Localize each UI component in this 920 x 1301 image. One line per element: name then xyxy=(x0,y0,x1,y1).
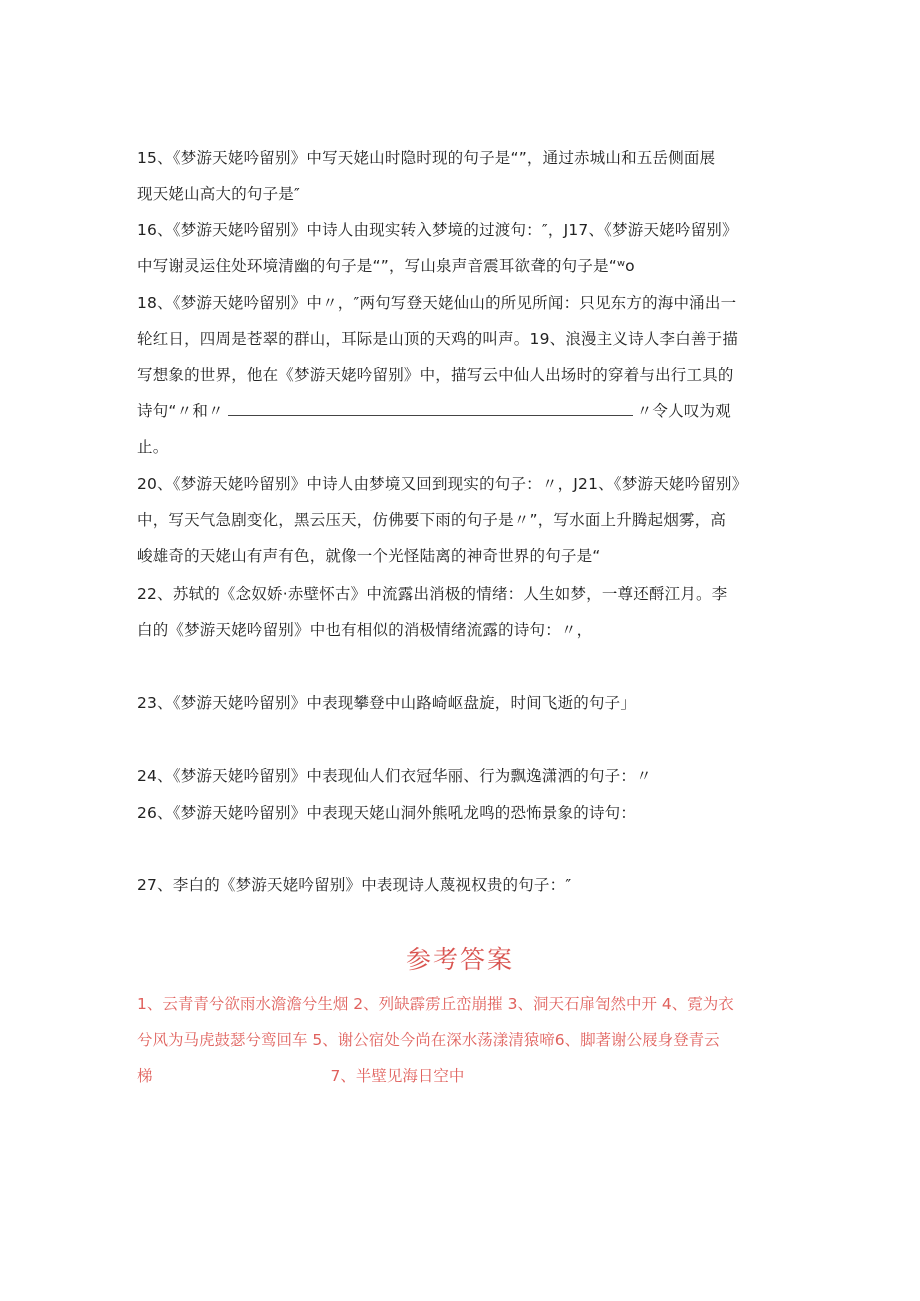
question-22 xyxy=(137,576,787,648)
question-16-line-1: 16、《梦游天姥吟留别》中诗人由现实转入梦境的过渡句：″，J17、《梦游天姥吟留别》 xyxy=(137,221,738,239)
answer-section xyxy=(137,986,797,1094)
question-26-text: 26、《梦游天姥吟留别》中表现天姥山洞外熊吼龙鸣的恐怖景象的诗句： xyxy=(137,804,637,822)
question-15-line-1: 15、《梦游天姥吟留别》中写天姥山时隐时现的句子是“”，通过赤城山和五岳侧面展 xyxy=(137,149,716,167)
question-27 xyxy=(137,867,787,903)
question-20-21 xyxy=(137,466,787,574)
question-18-line-5: 止。 xyxy=(137,438,169,456)
answer-blank-line xyxy=(228,397,633,416)
question-20-line-3: 峻雄奇的天姥山有声有色，就像一个光怪陆离的神奇世界的句子是“ xyxy=(137,547,601,565)
question-20-line-2: 中，写天气急剧变化，黑云压天，仿佛要下雨的句子是〃”，写水面上升腾起烟雾，高 xyxy=(137,511,727,529)
question-26 xyxy=(137,795,787,831)
answer-line-2: 兮风为马虎鼓瑟兮鸾回车 5、谢公宿处今尚在深水荡漾清猿啼6、脚著谢公屐身登青云 xyxy=(137,1031,720,1049)
question-24-text: 24、《梦游天姥吟留别》中表现仙人们衣冠华丽、行为飘逸潇洒的句子：〃 xyxy=(137,767,652,785)
question-22-line-2: 白的《梦游天姥吟留别》中也有相似的消极情绪流露的诗句：〃， xyxy=(137,621,593,639)
question-20-line-1: 20、《梦游天姥吟留别》中诗人由梦境又回到现实的句子：〃，J21、《梦游天姥吟留别》 xyxy=(137,475,748,493)
question-24 xyxy=(137,758,787,794)
question-22-line-1: 22、苏轼的《念奴娇·赤壁怀古》中流露出消极的情绪：人生如梦，一尊还酹江月。李 xyxy=(137,585,728,603)
question-19-suffix: 〃令人叹为观 xyxy=(636,402,731,420)
question-23-text: 23、《梦游天姥吟留别》中表现攀登中山路崎岖盘旋，时间飞逝的句子」 xyxy=(137,694,637,712)
question-15 xyxy=(137,140,787,212)
answer-section-title: 参考答案 xyxy=(405,945,514,974)
question-18-line-1: 18、《梦游天姥吟留别》中〃，″两句写登天姥仙山的所见所闻：只见东方的海中涌出一 xyxy=(137,294,737,312)
question-18-line-4 xyxy=(137,393,787,429)
question-27-text: 27、李白的《梦游天姥吟留别》中表现诗人蔑视权贵的句子：″ xyxy=(137,876,572,894)
question-19-prefix: 诗句“〃和〃 xyxy=(137,402,224,420)
question-18-line-3: 写想象的世界，他在《梦游天姥吟留别》中，描写云中仙人出场时的穿着与出行工具的 xyxy=(137,366,734,384)
answer-line-3-start: 梯 xyxy=(137,1067,153,1085)
question-18-line-2: 轮红日，四周是苍翠的群山，耳际是山顶的天鸡的叫声。19、浪漫主义诗人李白善于描 xyxy=(137,330,739,348)
answer-line-1: 1、云青青兮欲雨水澹澹兮生烟 2、列缺霹雳丘峦崩摧 3、洞天石扉訇然中开 4、霓为衣 xyxy=(137,995,734,1013)
question-16-line-2: 中写谢灵运住处环境清幽的句子是“”，写山泉声音震耳欲聋的句子是“ʷo xyxy=(137,257,635,275)
question-23 xyxy=(137,685,787,721)
question-16-17 xyxy=(137,212,787,284)
question-15-line-2: 现天姥山高大的句子是″ xyxy=(137,185,300,203)
answer-line-3 xyxy=(137,1058,797,1094)
answer-line-3-end: 7、半壁见海日空中 xyxy=(330,1067,465,1085)
question-18-19 xyxy=(137,285,787,465)
